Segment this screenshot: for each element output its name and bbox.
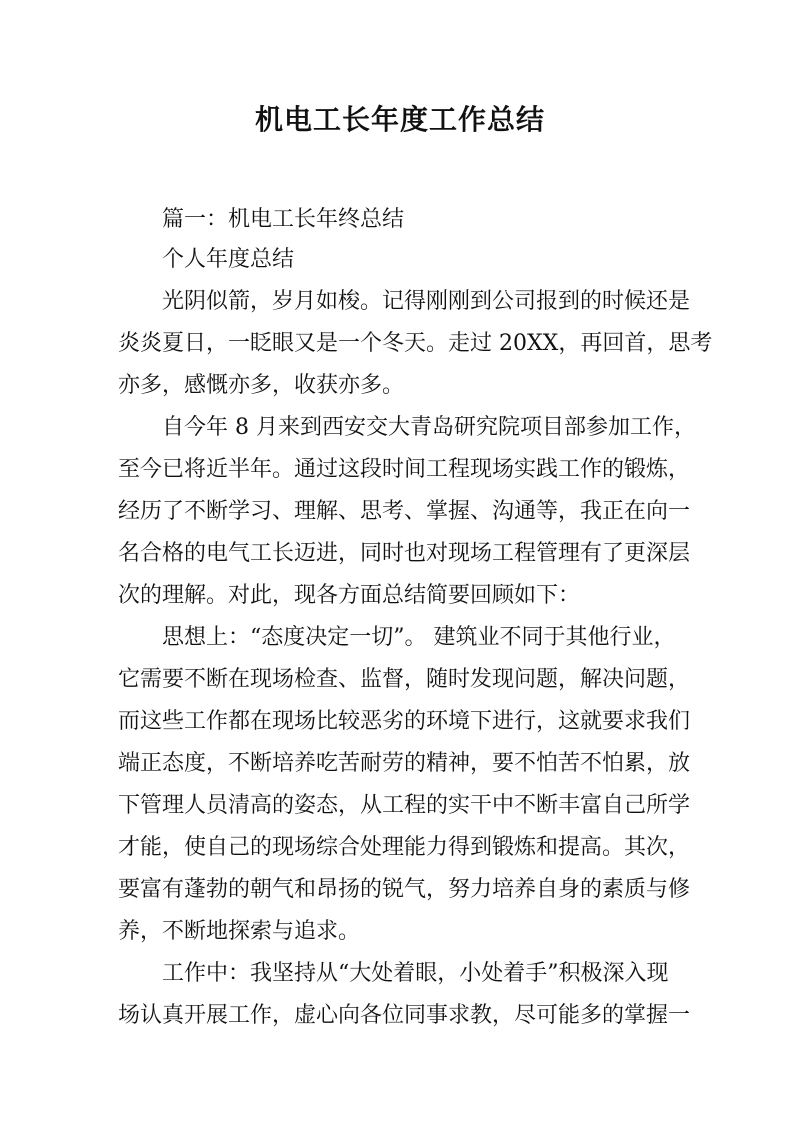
- paragraph-line: 端正态度，不断培养吃苦耐劳的精神，要不怕苦不怕累，放: [118, 751, 691, 776]
- paragraph-line: 养，不断地探索与追求。: [118, 919, 361, 944]
- paragraph-line: 至今已将近半年。通过这段时间工程现场实践工作的锻炼，: [118, 457, 691, 482]
- paragraph-line: 光阴似箭，岁月如梭。记得刚刚到公司报到的时候还是: [162, 289, 691, 314]
- paragraph-line: 而这些工作都在现场比较恶劣的环境下进行，这就要求我们: [118, 709, 691, 734]
- paragraph-line: 经历了不断学习、理解、思考、掌握、沟通等，我正在向一: [118, 499, 691, 524]
- paragraph-line: 炎炎夏日，一眨眼又是一个冬天。走过 20XX，再回首，思考: [118, 331, 713, 356]
- paragraph-line: 次的理解。对此，现各方面总结简要回顾如下：: [118, 583, 581, 608]
- paragraph-line: 自今年 8 月来到西安交大青岛研究院项目部参加工作，: [162, 415, 696, 440]
- paragraph-line: 才能，使自己的现场综合处理能力得到锻炼和提高。其次，: [118, 835, 691, 860]
- paragraph-line: 亦多，感慨亦多，收获亦多。: [118, 373, 405, 398]
- paragraph-line: 名合格的电气工长迈进，同时也对现场工程管理有了更深层: [118, 541, 691, 566]
- paragraph-line: 要富有蓬勃的朝气和昂扬的锐气，努力培养自身的素质与修: [118, 877, 691, 902]
- paragraph-line: 思想上：“态度决定一切”。 建筑业不同于其他行业，: [162, 625, 676, 650]
- section-heading: 篇一：机电工长年终总结: [162, 207, 405, 232]
- paragraph-line: 场认真开展工作，虚心向各位同事求教，尽可能多的掌握一: [118, 1003, 691, 1028]
- paragraph-line: 它需要不断在现场检查、监督，随时发现问题，解决问题，: [118, 667, 691, 692]
- document-title: 机电工长年度工作总结: [254, 103, 545, 136]
- paragraph-line: 下管理人员清高的姿态，从工程的实干中不断丰富自己所学: [118, 793, 691, 818]
- paragraph-line: 工作中：我坚持从“大处着眼，小处着手”积极深入现: [162, 961, 669, 986]
- subheading: 个人年度总结: [162, 247, 295, 272]
